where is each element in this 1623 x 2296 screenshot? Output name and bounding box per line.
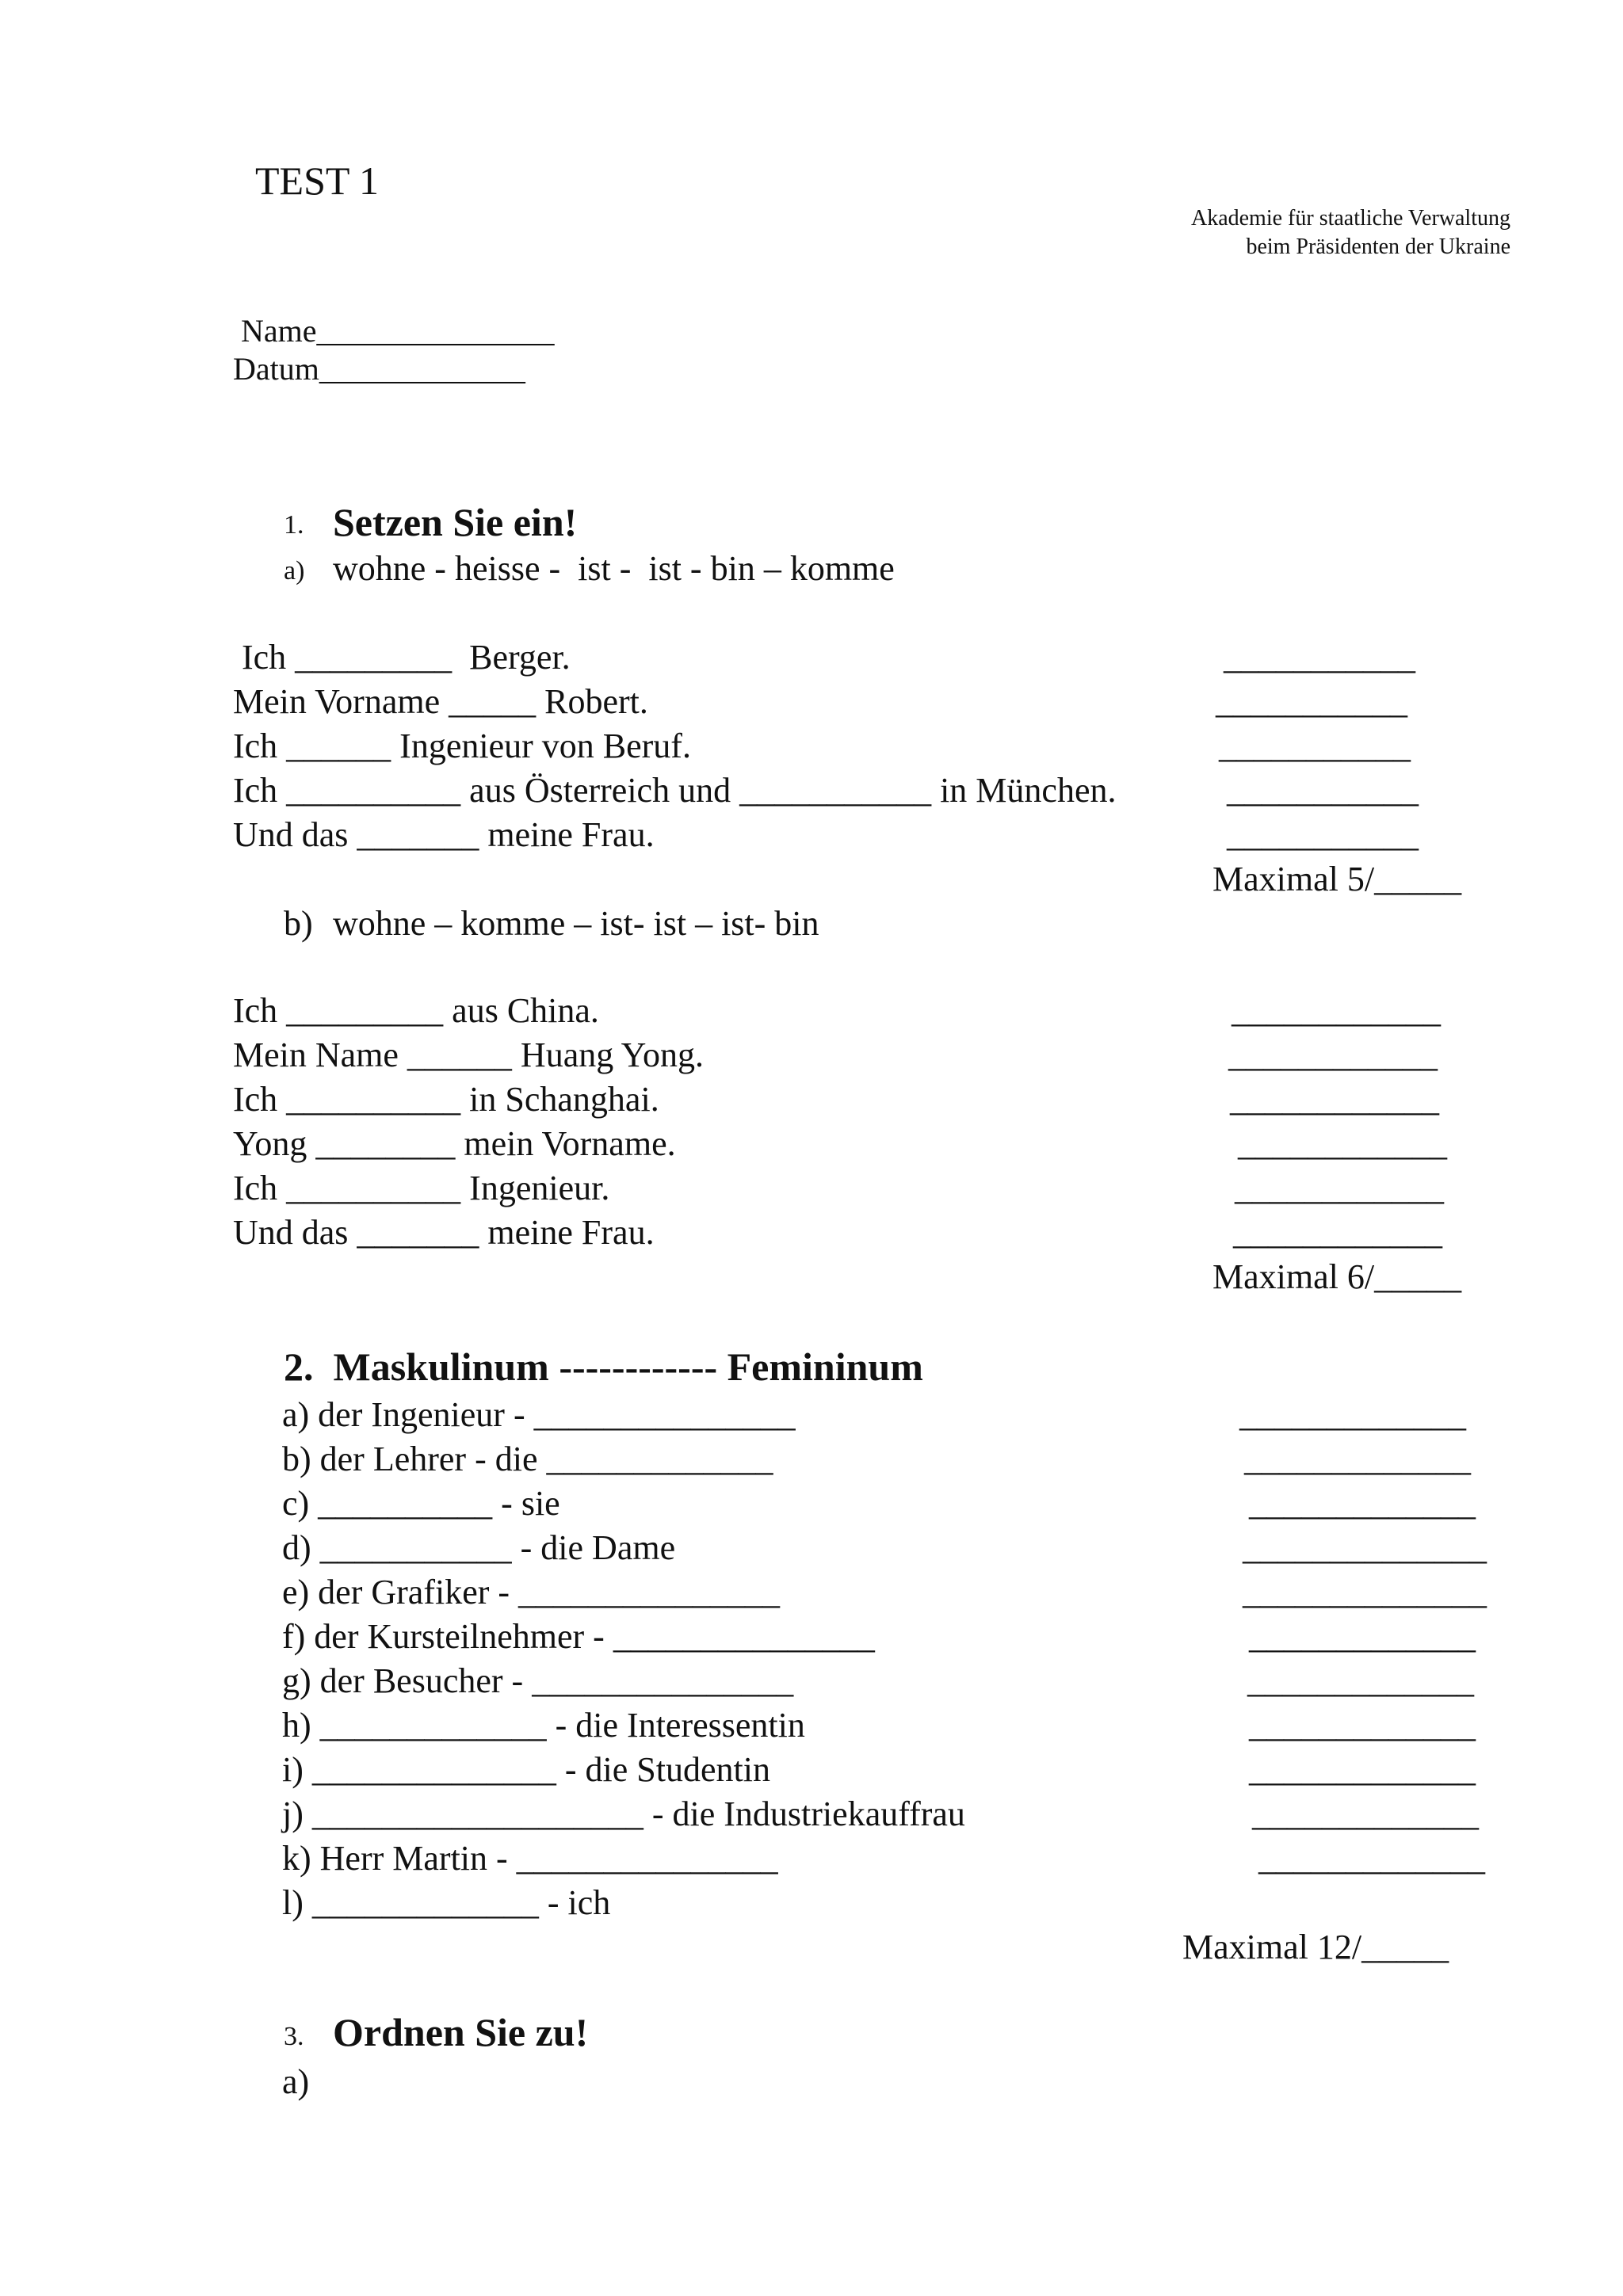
exercise-line: i) ______________ - die Studentin	[282, 1750, 770, 1789]
score-blank[interactable]: ____________	[1232, 991, 1441, 1030]
section-1-heading: Setzen Sie ein!	[333, 500, 578, 544]
exercise-line: Ich ______ Ingenieur von Beruf.	[233, 727, 691, 765]
exercise-line: Ich __________ aus Österreich und ___________ in München.	[233, 771, 1117, 810]
exercise-line: k) Herr Martin - _______________	[282, 1839, 778, 1878]
score-blank[interactable]: _____________	[1244, 1440, 1471, 1478]
exercise-line: d) ___________ - die Dame	[282, 1528, 676, 1567]
score-blank[interactable]: _____________	[1249, 1750, 1476, 1789]
exercise-line: c) __________ - sie	[282, 1484, 560, 1523]
score-blank[interactable]: ____________	[1235, 1169, 1444, 1207]
section-1b-word-bank: wohne – komme – ist- ist – ist- bin	[333, 904, 819, 943]
score-blank[interactable]: ____________	[1228, 1035, 1438, 1074]
exercise-line: e) der Grafiker - _______________	[282, 1573, 781, 1611]
section-1-number: 1.	[284, 510, 304, 540]
exercise-line: l) _____________ - ich	[282, 1883, 611, 1922]
score-blank[interactable]: _____________	[1249, 1484, 1476, 1523]
score-blank[interactable]: _____________	[1249, 1706, 1476, 1745]
score-blank[interactable]: ___________	[1227, 815, 1419, 854]
maximal-score-1a: Maximal 5/_____	[1212, 860, 1462, 898]
score-blank[interactable]: _____________	[1247, 1661, 1474, 1700]
exercise-line: j) ___________________ - die Industriekauffrau	[282, 1794, 965, 1833]
exercise-line: Ich __________ in Schanghai.	[233, 1080, 659, 1119]
section-3-heading: Ordnen Sie zu!	[333, 2010, 589, 2054]
exercise-line: Und das _______ meine Frau.	[233, 815, 655, 854]
exercise-line: Ich _________ aus China.	[233, 991, 599, 1030]
score-blank[interactable]: _____________	[1252, 1794, 1479, 1833]
exercise-line: Mein Vorname _____ Robert.	[233, 682, 648, 721]
score-blank[interactable]: ___________	[1224, 638, 1415, 677]
maximal-score-1b: Maximal 6/_____	[1212, 1257, 1462, 1296]
score-blank[interactable]: ___________	[1227, 771, 1419, 810]
test-title: TEST 1	[255, 158, 380, 203]
exercise-line: g) der Besucher - _______________	[282, 1661, 794, 1700]
score-blank[interactable]: _____________	[1249, 1617, 1476, 1656]
institution-line-2: beim Präsidenten der Ukraine	[1246, 235, 1510, 259]
score-blank[interactable]: ___________	[1216, 682, 1407, 721]
exercise-line: Mein Name ______ Huang Yong.	[233, 1035, 704, 1074]
score-blank[interactable]: ______________	[1243, 1528, 1487, 1567]
section-1a-label: a)	[284, 556, 305, 585]
name-field[interactable]: Name_______________	[241, 313, 555, 349]
exercise-line: Ich _________ Berger.	[233, 638, 571, 677]
score-blank[interactable]: ____________	[1230, 1080, 1439, 1119]
section-1a-word-bank: wohne - heisse - ist - ist - bin – komme	[333, 549, 895, 588]
date-field[interactable]: Datum_____________	[233, 351, 525, 387]
score-blank[interactable]: ___________	[1219, 727, 1411, 765]
score-blank[interactable]: _____________	[1239, 1395, 1466, 1434]
exercise-line: Yong ________ mein Vorname.	[233, 1124, 676, 1163]
score-blank[interactable]: ______________	[1243, 1573, 1487, 1611]
score-blank[interactable]: _____________	[1258, 1839, 1485, 1878]
exercise-line: a) der Ingenieur - _______________	[282, 1395, 796, 1434]
exercise-line: f) der Kursteilnehmer - _______________	[282, 1617, 875, 1656]
exercise-line: Ich __________ Ingenieur.	[233, 1169, 610, 1207]
exercise-line: b) der Lehrer - die _____________	[282, 1440, 773, 1478]
section-3-number: 3.	[284, 2022, 304, 2051]
score-blank[interactable]: ____________	[1233, 1213, 1442, 1252]
section-1b-label: b)	[284, 904, 313, 943]
institution-line-1: Akademie für staatliche Verwaltung	[1190, 206, 1510, 231]
section-2-heading: 2. Maskulinum ------------ Femininum	[284, 1344, 923, 1389]
section-3a-label: a)	[282, 2062, 310, 2101]
exercise-line: Und das _______ meine Frau.	[233, 1213, 655, 1252]
exercise-line: h) _____________ - die Interessentin	[282, 1706, 805, 1745]
maximal-score-2: Maximal 12/_____	[1182, 1928, 1449, 1966]
score-blank[interactable]: ____________	[1238, 1124, 1447, 1163]
